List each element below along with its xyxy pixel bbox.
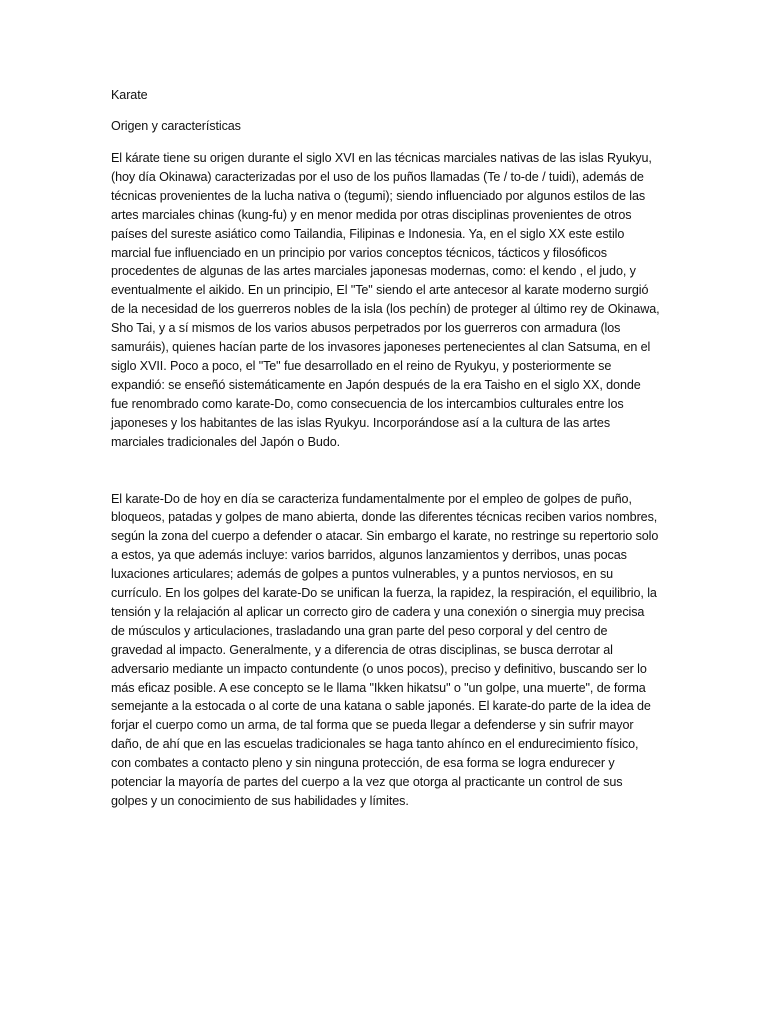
paragraph-characteristics: El karate-Do de hoy en día se caracteriza fundamentalmente por el empleo de golpes de puño, bloqueos, patadas y golpes de mano abierta, donde las diferentes técnicas reciben varios nombres, según la zona del cuerpo a defender o atacar. Sin embargo el karate, no restringe su repertorio solo a estos, ya que además incluye: varios barridos, algunos lanzamientos y derribos, unas pocas luxaciones articulares; además de golpes a puntos vulnerables, y a puntos nerviosos, en su currículo. En los golpes del karate-Do se unifican la fuerza, la rapidez, la respiración, el equilibrio, la tensión y la relajación al aplicar un correcto giro de cadera y una conexión o sinergia muy precisa de músculos y articulaciones, trasladando una gran parte del peso corporal y del centro de gravedad al impacto. Generalmente, y a diferencia de otras disciplinas, se busca derrotar al adversario mediante un impacto contundente (o unos pocos), preciso y definitivo, buscando ser lo más eficaz posible. A ese concepto se le llama "Ikken hikatsu" o "un golpe, una muerte", de forma semejante a la estocada o al corte de una katana o sable japonés. El karate-do parte de la idea de forjar el cuerpo como un arma, de tal forma que se pueda llegar a defenderse y sin sufrir mayor daño, de ahí que en las escuelas tradicionales se haga tanto ahínco en el endurecimiento físico, con combates a contacto pleno y sin ninguna protección, de esa forma se logra endurecer y potenciar la mayoría de partes del cuerpo a la vez que otorga al practicante un control de sus golpes y un conocimiento de sus habilidades y límites. bbox=[111, 491, 659, 808]
paragraph-origin: El kárate tiene su origen durante el siglo XVI en las técnicas marciales nativas de las islas Ryukyu, (hoy día Okinawa) caracterizadas por el uso de los puños llamadas (Te / to-de / tuidi), además de técnicas provenientes de la lucha nativa o (tegumi); siendo influenciado por algunos estilos de las artes marciales chinas (kung-fu) y en menor medida por otras disciplinas provenientes de otros países del sureste asiático como Tailandia, Filipinas e Indonesia. Ya, en el siglo XX este estilo marcial fue influenciado en un principio por varios conceptos técnicos, tácticos y filosóficos procedentes de algunas de las artes marciales japonesas modernas, como: el kendo , el judo, y eventualmente el aikido. En un principio, El "Te" siendo el arte antecesor al karate moderno surgió de la necesidad de los guerreros nobles de la isla (los pechín) de proteger al último rey de Okinawa, Sho Tai, y a sí mismos de los varios abusos perpetrados por los guerreros con armadura (los samuráis), quienes hacían parte de los invasores japoneses pertenecientes al clan Satsuma, en el siglo XVII. Poco a poco, el "Te" fue desarrollado en el reino de Ryukyu, y posteriormente se expandió: se enseñó sistemáticamente en Japón después de la era Taisho en el siglo XX, donde fue renombrado como karate-Do, como consecuencia de los intercambios culturales entre los japoneses y los habitantes de las islas Ryukyu. Incorporándose así a la cultura de las artes marciales tradicionales del Japón o Budo. bbox=[111, 151, 660, 449]
document-title: Karate bbox=[111, 88, 148, 102]
document-page bbox=[111, 86, 661, 811]
section-heading: Origen y características bbox=[111, 119, 241, 133]
